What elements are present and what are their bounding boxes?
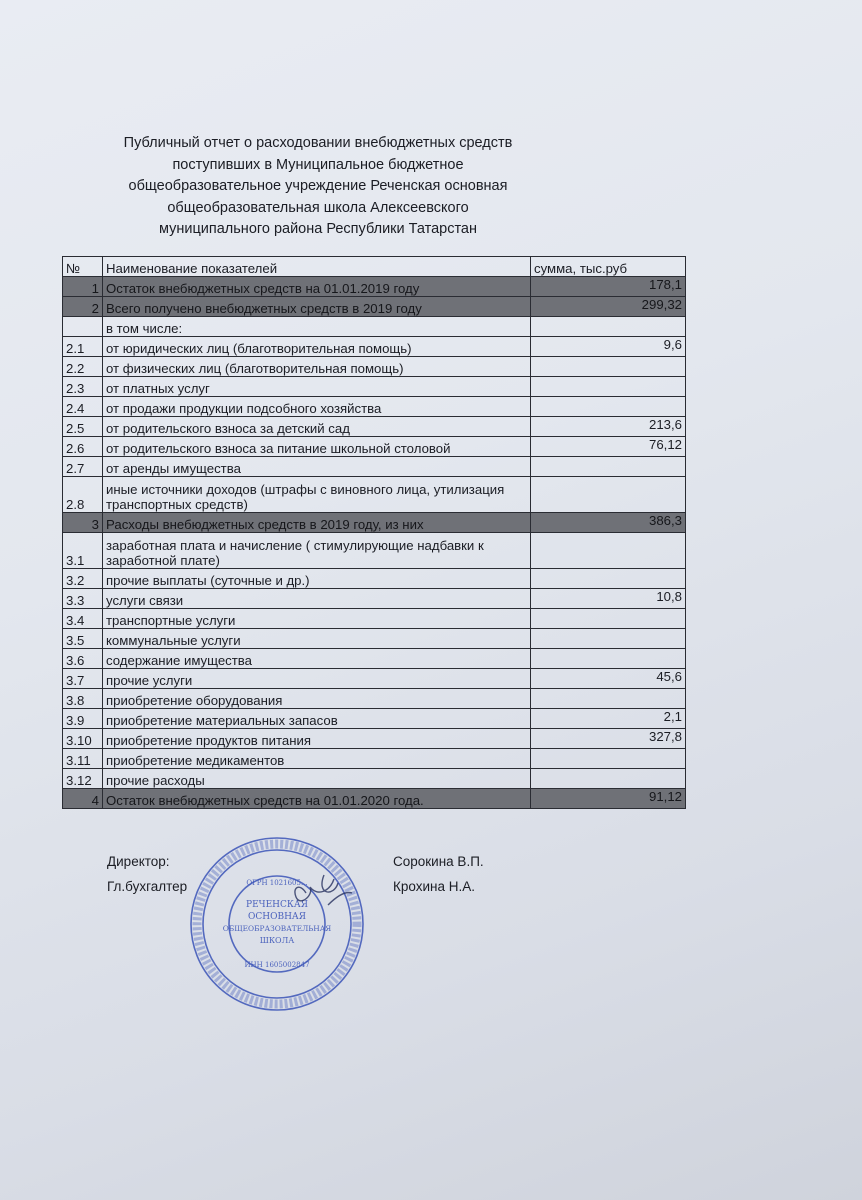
row-indicator: транспортные услуги	[103, 609, 531, 629]
row-indicator: от платных услуг	[103, 377, 531, 397]
school-stamp	[188, 835, 366, 1013]
row-indicator: от родительского взноса за питание школьной столовой	[103, 437, 531, 457]
row-amount	[531, 357, 686, 377]
row-number: 3.6	[63, 649, 103, 669]
row-indicator: приобретение продуктов питания	[103, 729, 531, 749]
table-row	[63, 769, 686, 789]
row-number	[63, 317, 103, 337]
row-amount: 10,8	[531, 589, 686, 609]
row-number: 2.6	[63, 437, 103, 457]
row-indicator: иные источники доходов (штрафы с виновного лица, утилизация транспортных средств)	[103, 477, 531, 513]
report-table	[62, 256, 686, 809]
header-indicator: Наименование показателей	[103, 257, 531, 277]
row-amount	[531, 629, 686, 649]
row-number: 3.5	[63, 629, 103, 649]
row-indicator: прочие услуги	[103, 669, 531, 689]
stamp-ogrn: ОГРН 1021605...	[246, 879, 308, 887]
table-row	[63, 277, 686, 297]
table-row	[63, 357, 686, 377]
row-indicator: заработная плата и начисление ( стимулирующие надбавки к заработной плате)	[103, 533, 531, 569]
row-number: 3.11	[63, 749, 103, 769]
table-row	[63, 477, 686, 513]
stamp-line-4: ШКОЛА	[259, 936, 295, 945]
table-row	[63, 417, 686, 437]
row-number: 3.12	[63, 769, 103, 789]
row-number: 3.9	[63, 709, 103, 729]
row-number: 2	[63, 297, 103, 317]
row-amount	[531, 649, 686, 669]
stamp-inn: ИНН 1605002847	[244, 961, 310, 969]
table-header-row	[63, 257, 686, 277]
table-row	[63, 533, 686, 569]
row-amount	[531, 749, 686, 769]
title-line: муниципального района Республики Татарстан	[158, 221, 477, 237]
row-number: 3	[63, 513, 103, 533]
row-indicator: прочие выплаты (суточные и др.)	[103, 569, 531, 589]
table-row	[63, 397, 686, 417]
row-indicator: от физических лиц (благотворительная помощь)	[103, 357, 531, 377]
row-indicator: услуги связи	[103, 589, 531, 609]
row-amount	[531, 397, 686, 417]
table-row	[63, 297, 686, 317]
row-indicator: Всего получено внебюджетных средств в 2019 году	[103, 297, 531, 317]
accountant-name: Крохина Н.А.	[393, 879, 475, 894]
row-amount	[531, 769, 686, 789]
row-amount	[531, 533, 686, 569]
row-indicator: в том числе:	[103, 317, 531, 337]
row-indicator: от юридических лиц (благотворительная помощь)	[103, 337, 531, 357]
table-row	[63, 437, 686, 457]
table-row	[63, 609, 686, 629]
row-number: 2.7	[63, 457, 103, 477]
row-amount: 178,1	[531, 277, 686, 297]
row-amount: 76,12	[531, 437, 686, 457]
row-number: 2.8	[63, 477, 103, 513]
stamp-line-3: ОБЩЕОБРАЗОВАТЕЛЬНАЯ	[222, 924, 332, 933]
table-row	[63, 569, 686, 589]
row-amount	[531, 689, 686, 709]
table-row	[63, 589, 686, 609]
row-indicator: приобретение медикаментов	[103, 749, 531, 769]
row-amount: 91,12	[531, 789, 686, 809]
row-number: 3.4	[63, 609, 103, 629]
table-row	[63, 317, 686, 337]
row-indicator: Остаток внебюджетных средств на 01.01.2020 года.	[103, 789, 531, 809]
row-amount	[531, 457, 686, 477]
table-row	[63, 789, 686, 809]
row-number: 4	[63, 789, 103, 809]
row-indicator: приобретение оборудования	[103, 689, 531, 709]
table-row	[63, 649, 686, 669]
row-number: 3.10	[63, 729, 103, 749]
row-indicator: приобретение материальных запасов	[103, 709, 531, 729]
director-label: Директор:	[107, 854, 170, 869]
row-number: 2.3	[63, 377, 103, 397]
row-indicator: прочие расходы	[103, 769, 531, 789]
header-amount: сумма, тыс.руб	[531, 257, 686, 277]
row-number: 3.8	[63, 689, 103, 709]
table-row	[63, 729, 686, 749]
row-indicator: Остаток внебюджетных средств на 01.01.2019 году	[103, 277, 531, 297]
table-row	[63, 709, 686, 729]
row-indicator: Расходы внебюджетных средств в 2019 году, из них	[103, 513, 531, 533]
header-number: №	[63, 257, 103, 277]
row-number: 2.1	[63, 337, 103, 357]
row-amount: 9,6	[531, 337, 686, 357]
table-row	[63, 513, 686, 533]
stamp-line-2: ОСНОВНАЯ	[247, 912, 307, 922]
stamp-line-1: РЕЧЕНСКАЯ	[246, 900, 308, 910]
row-number: 3.3	[63, 589, 103, 609]
title-line: общеобразовательное учреждение Реченская основная	[128, 178, 508, 194]
row-amount	[531, 569, 686, 589]
director-name: Сорокина В.П.	[393, 854, 484, 869]
row-amount: 327,8	[531, 729, 686, 749]
row-amount: 213,6	[531, 417, 686, 437]
row-number: 3.7	[63, 669, 103, 689]
row-amount: 386,3	[531, 513, 686, 533]
row-indicator: от родительского взноса за детский сад	[103, 417, 531, 437]
table-row	[63, 337, 686, 357]
title-line: Публичный отчет о расходовании внебюджетных средств	[123, 135, 513, 151]
report-title	[80, 133, 556, 241]
row-number: 3.2	[63, 569, 103, 589]
table-row	[63, 689, 686, 709]
row-amount: 45,6	[531, 669, 686, 689]
row-indicator: содержание имущества	[103, 649, 531, 669]
table-row	[63, 629, 686, 649]
table-row	[63, 749, 686, 769]
row-amount: 299,32	[531, 297, 686, 317]
title-line: поступивших в Муниципальное бюджетное	[172, 156, 464, 173]
row-amount	[531, 477, 686, 513]
row-number: 2.2	[63, 357, 103, 377]
row-indicator: от аренды имущества	[103, 457, 531, 477]
row-amount	[531, 609, 686, 629]
row-indicator: коммунальные услуги	[103, 629, 531, 649]
row-indicator: от продажи продукции подсобного хозяйства	[103, 397, 531, 417]
row-amount: 2,1	[531, 709, 686, 729]
row-number: 3.1	[63, 533, 103, 569]
row-amount	[531, 317, 686, 337]
row-number: 1	[63, 277, 103, 297]
table-row	[63, 457, 686, 477]
table-row	[63, 377, 686, 397]
row-number: 2.4	[63, 397, 103, 417]
accountant-label: Гл.бухгалтер	[107, 879, 188, 894]
row-number: 2.5	[63, 417, 103, 437]
title-line: общеобразовательная школа Алексеевского	[167, 199, 469, 216]
table-row	[63, 669, 686, 689]
row-amount	[531, 377, 686, 397]
